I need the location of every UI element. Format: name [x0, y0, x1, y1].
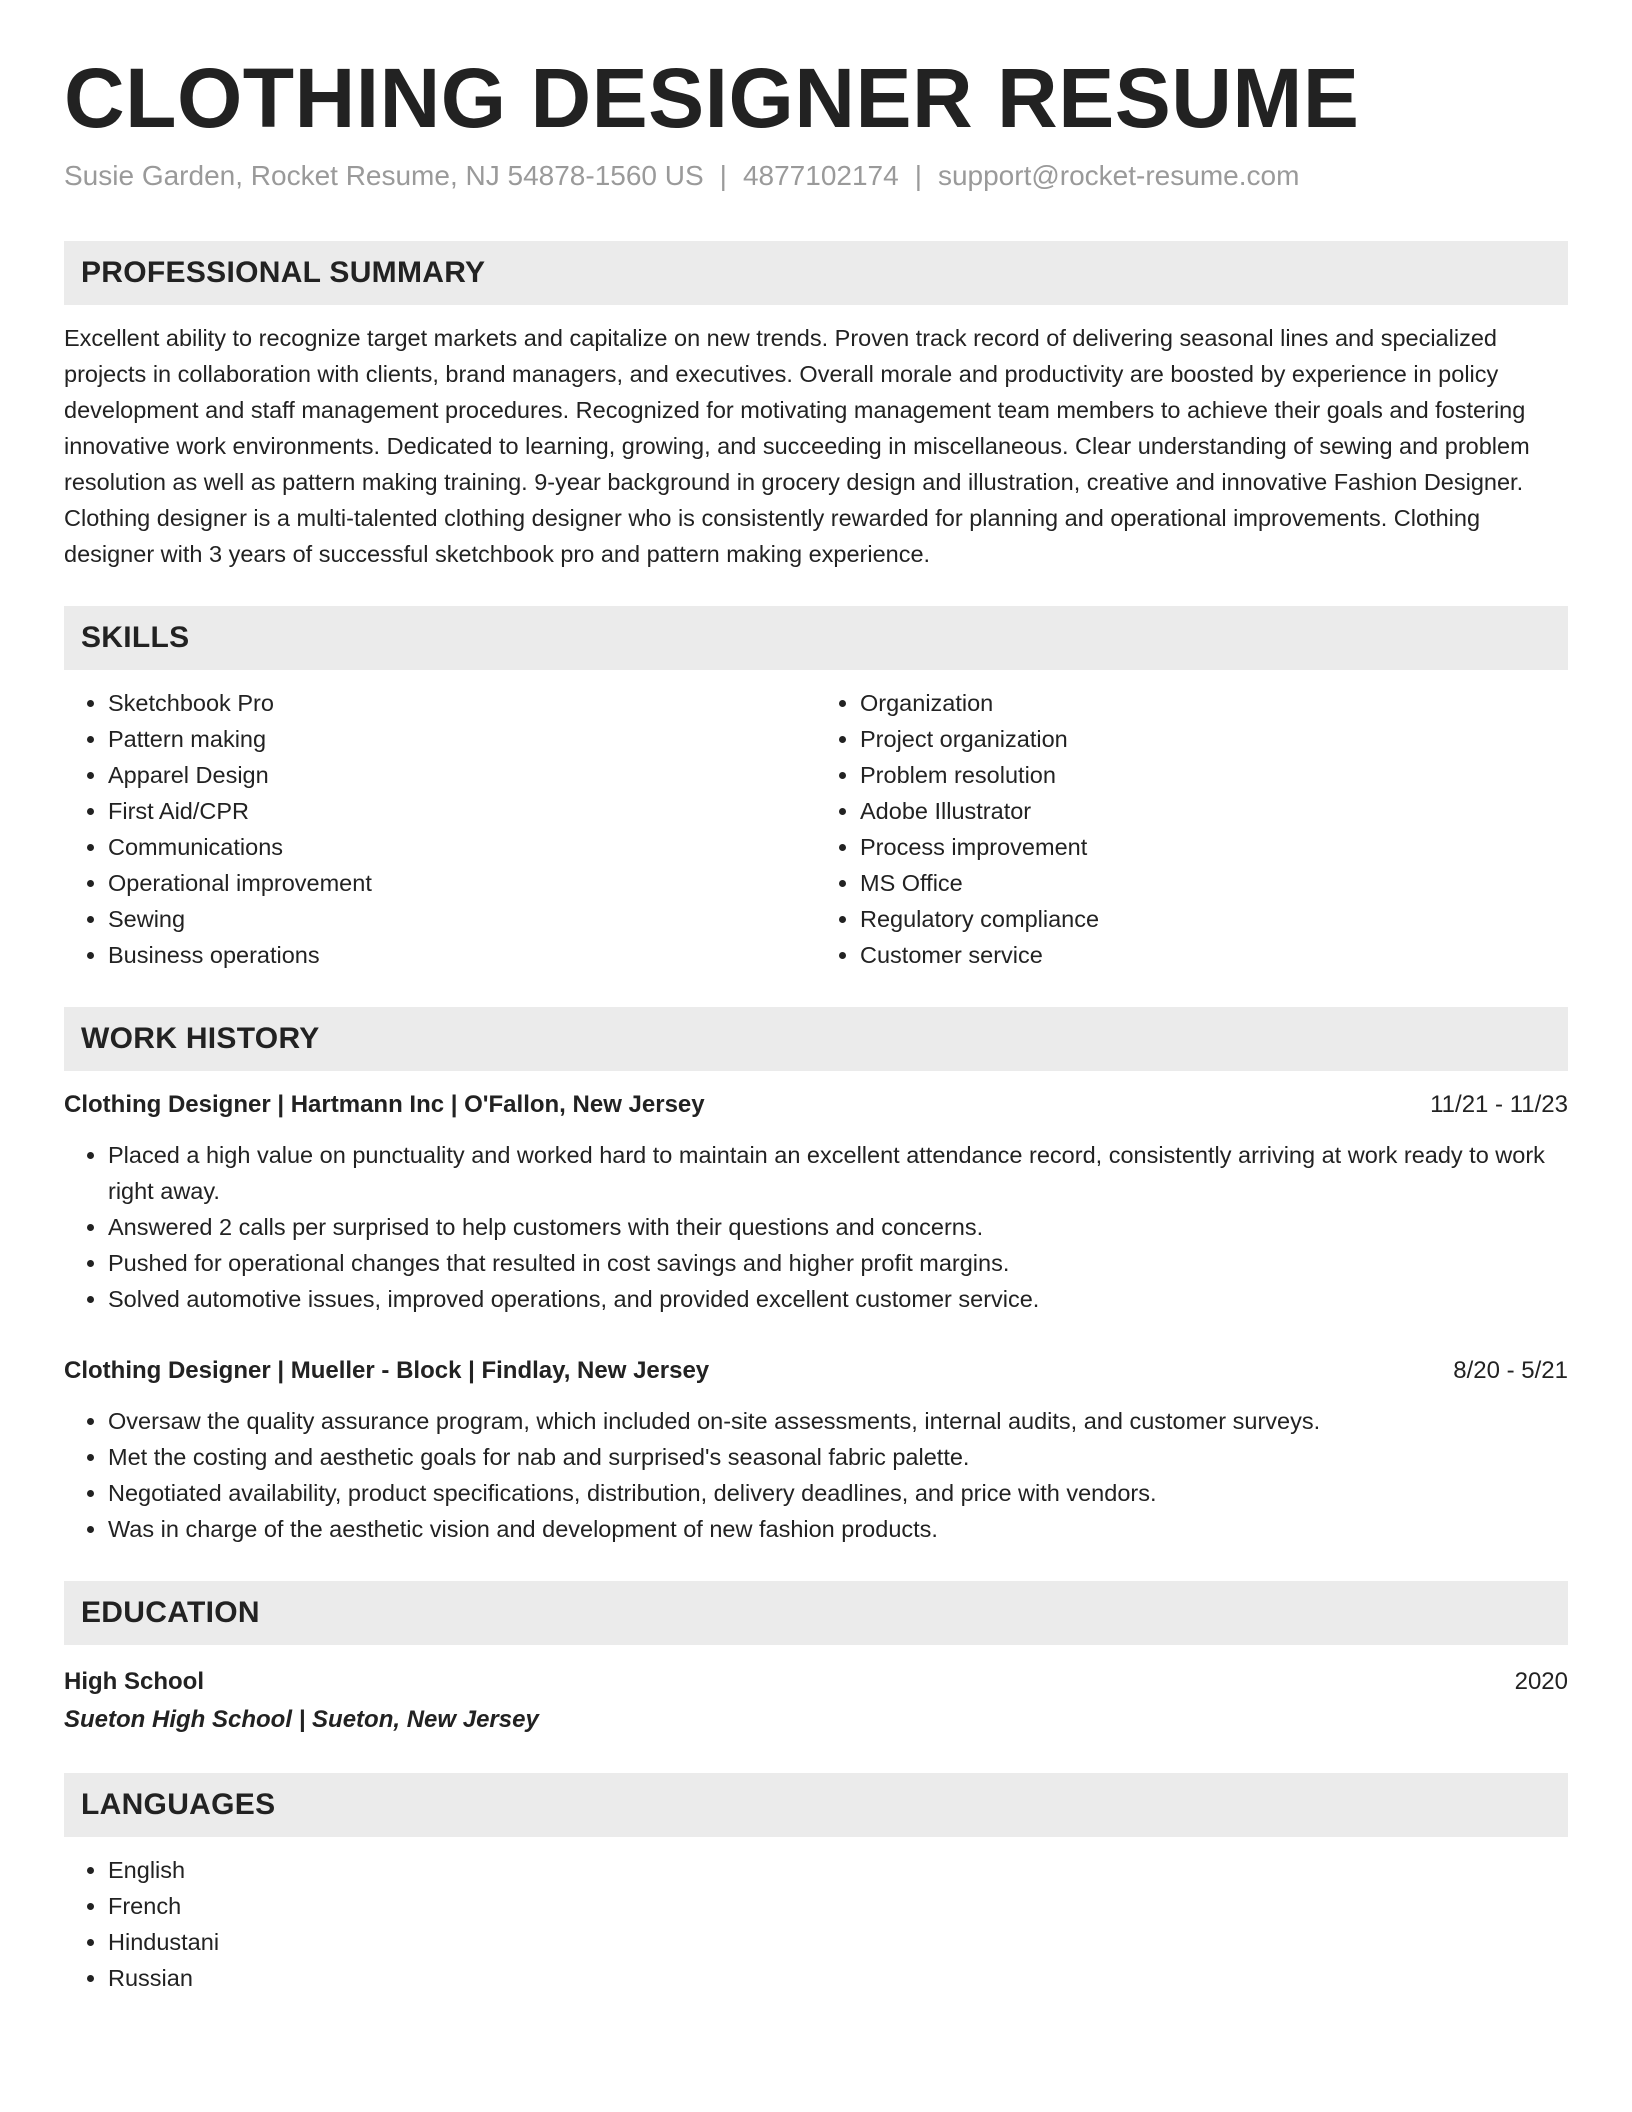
job-bullet: • Met the costing and aesthetic goals for nab and surprised's seasonal fabric palette.	[108, 1439, 1568, 1475]
job-bullets	[64, 1403, 1568, 1547]
job-bullet: • Was in charge of the aesthetic vision and development of new fashion products.	[108, 1511, 1568, 1547]
job-dates: 8/20 - 5/21	[1453, 1356, 1568, 1384]
job-title: Clothing Designer | Hartmann Inc | O'Fallon, New Jersey	[64, 1090, 705, 1118]
contact-separator: |	[914, 160, 922, 192]
education-header	[64, 1663, 1568, 1701]
contact-address: Susie Garden, Rocket Resume, NJ 54878-1560 US	[64, 160, 704, 192]
skill-item: • First Aid/CPR	[108, 793, 816, 829]
skill-item: • Sketchbook Pro	[108, 685, 816, 721]
education-year: 2020	[1514, 1667, 1568, 1695]
skill-item: • Customer service	[860, 937, 1568, 973]
job-dates: 11/21 - 11/23	[1430, 1090, 1568, 1118]
languages-heading: LANGUAGES	[64, 1773, 1568, 1837]
job-bullet: • Placed a high value on punctuality and worked hard to maintain an excellent attendance record, consistently arriving at work ready to work right away.	[108, 1137, 1568, 1209]
language-item: • Russian	[108, 1960, 1568, 1996]
job-bullet: • Pushed for operational changes that resulted in cost savings and higher profit margins.	[108, 1245, 1568, 1281]
language-item: • Hindustani	[108, 1924, 1568, 1960]
skills-list	[64, 685, 1568, 973]
job-header	[64, 1087, 1568, 1123]
education-entry	[64, 1663, 1568, 1739]
job-entry	[64, 1353, 1568, 1547]
languages-list	[64, 1852, 1568, 1996]
skill-item: • Process improvement	[860, 829, 1568, 865]
skill-item: • Problem resolution	[860, 757, 1568, 793]
job-title: Clothing Designer | Mueller - Block | Findlay, New Jersey	[64, 1356, 710, 1384]
skills-column-left	[64, 685, 816, 973]
skill-item: • Pattern making	[108, 721, 816, 757]
education-degree: High School	[64, 1667, 204, 1695]
contact-email: support@rocket-resume.com	[937, 160, 1300, 192]
job-bullet: • Negotiated availability, product specifications, distribution, delivery deadlines, and price with vendors.	[108, 1475, 1568, 1511]
work-history	[64, 1087, 1568, 1547]
skill-item: • MS Office	[860, 865, 1568, 901]
skill-item: • Sewing	[108, 901, 816, 937]
skill-item: • Apparel Design	[108, 757, 816, 793]
language-item: • French	[108, 1888, 1568, 1924]
job-entry	[64, 1087, 1568, 1317]
education-school: Sueton High School | Sueton, New Jersey	[64, 1705, 539, 1733]
skill-item: • Operational improvement	[108, 865, 816, 901]
summary-text: Excellent ability to recognize target markets and capitalize on new trends. Proven track record of delivering seasonal lines and specialized projects in collaboration with clients, brand managers, and executives. Overall morale and productivity are boosted by experience in policy development and staff management procedures. Recognized for motivating management team members to achieve their goals and fostering innovative work environments. Dedicated to learning, growing, and succeeding in miscellaneous. Clear understanding of sewing and problem resolution as well as pattern making training. 9-year background in grocery design and illustration, creative and innovative Fashion Designer. Clothing designer is a multi-talented clothing designer who is consistently rewarded for planning and operational improvements. Clothing designer with 3 years of successful sketchbook pro and pattern making experience.	[64, 324, 1530, 567]
skill-item: • Communications	[108, 829, 816, 865]
skill-item: • Adobe Illustrator	[860, 793, 1568, 829]
summary-heading: PROFESSIONAL SUMMARY	[64, 241, 1568, 305]
skills-column-right	[816, 685, 1568, 973]
job-header	[64, 1353, 1568, 1389]
skill-item: • Organization	[860, 685, 1568, 721]
education-heading: EDUCATION	[64, 1581, 1568, 1645]
job-bullet: • Solved automotive issues, improved operations, and provided excellent customer service.	[108, 1281, 1568, 1317]
skills-heading: SKILLS	[64, 606, 1568, 670]
skill-item: • Regulatory compliance	[860, 901, 1568, 937]
resume-title: CLOTHING DESIGNER RESUME	[64, 51, 1360, 145]
contact-line	[64, 158, 1568, 194]
job-bullet: • Answered 2 calls per surprised to help customers with their questions and concerns.	[108, 1209, 1568, 1245]
language-item: • English	[108, 1852, 1568, 1888]
skill-item: • Business operations	[108, 937, 816, 973]
skill-item: • Project organization	[860, 721, 1568, 757]
contact-separator: |	[719, 160, 727, 192]
job-bullet: • Oversaw the quality assurance program, which included on-site assessments, internal audits, and customer surveys.	[108, 1403, 1568, 1439]
work-history-heading: WORK HISTORY	[64, 1007, 1568, 1071]
job-bullets	[64, 1137, 1568, 1317]
contact-phone: 4877102174	[742, 160, 899, 192]
